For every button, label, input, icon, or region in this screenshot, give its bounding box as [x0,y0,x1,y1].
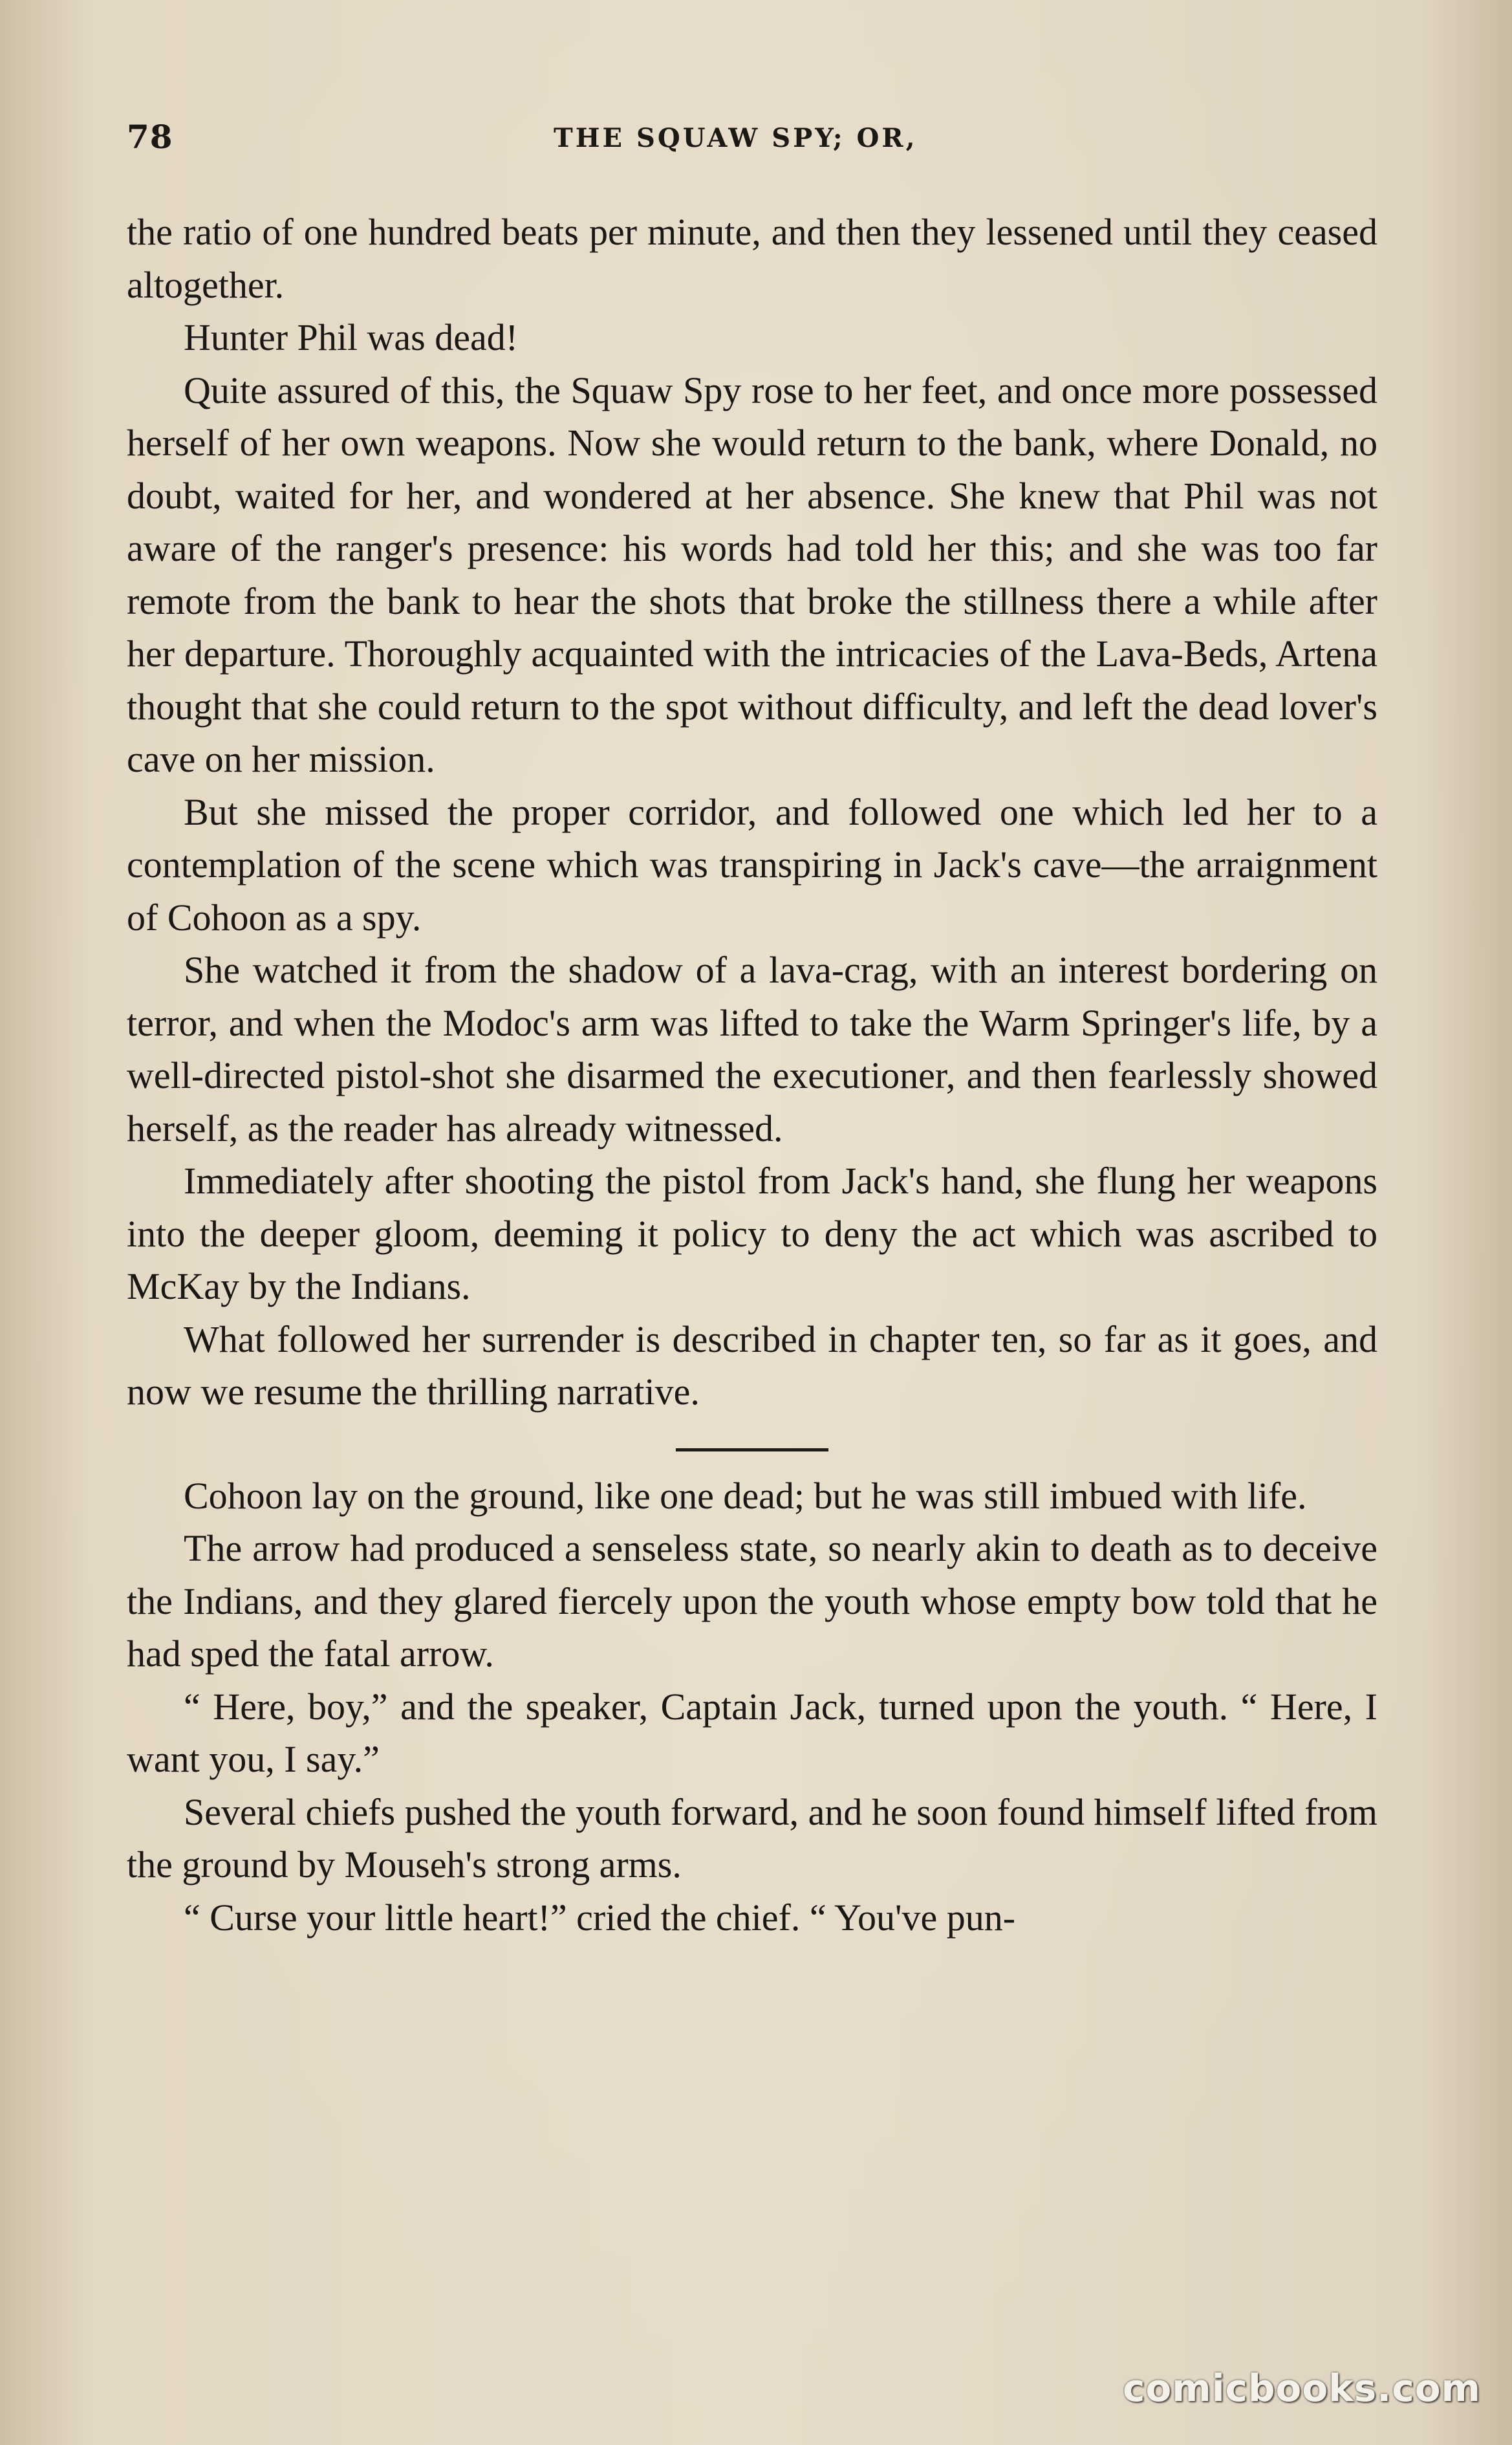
paragraph: “ Curse your little heart!” cried the chief. “ You've pun- [184,1896,1016,1939]
paragraph: What followed her surrender is described in chapter ten, so far as it goes, and now we resume the thrilling narrative. [127,1318,1377,1413]
paragraph: Several chiefs pushed the youth forward, and he soon found himself lifted from the ground by Mouseh's strong arms. [127,1790,1377,1885]
paragraph: The arrow had produced a senseless state, so nearly akin to death as to deceive the Indians, and they glared fiercely upon the youth whose empty bow told that he had sped the fatal arrow. [127,1527,1377,1675]
paragraph: Hunter Phil was dead! [184,316,519,358]
paragraph: Quite assured of this, the Squaw Spy rose to her feet, and once more possessed herself of her own weapons. Now she would return to the bank, where Donald, no doubt, waited for her, and wondered at her absence. She knew that Phil was not aware of the ranger's presence: his words had told her this; and she was too far remote from the bank to hear the shots that broke the stillness there a while after her departure. Thoroughly acquainted with the intricacies of the Lava-Beds, Artena thought that she could return to the spot without difficulty, and left the dead lover's cave on her mission. [127,369,1377,780]
watermark: comicbooks.com [1123,2366,1481,2410]
paragraph: the ratio of one hundred beats per minute, and then they lessened until they ceased altogether. [127,211,1377,306]
paragraph: But she missed the proper corridor, and followed one which led her to a contemplation of the scene which was transpiring in Jack's cave—the arraignment of Cohoon as a spy. [127,790,1377,939]
section-divider [676,1448,828,1451]
page-number: 78 [127,118,173,156]
paragraph: “ Here, boy,” and the speaker, Captain Jack, turned upon the youth. “ Here, I want you, I say.” [127,1685,1377,1780]
paragraph: Immediately after shooting the pistol from Jack's hand, she flung her weapons into the deeper gloom, deeming it policy to deny the act which was ascribed to McKay by the Indians. [127,1160,1377,1307]
paragraph: Cohoon lay on the ground, like one dead; but he was still imbued with life. [184,1474,1307,1517]
paragraph: She watched it from the shadow of a lava-crag, with an interest bordering on terror, and when the Modoc's arm was lifted to take the Warm Springer's life, by a well-directed pistol-shot she disarmed the executioner, and then fearlessly showed herself, as the reader has already witnessed. [127,949,1377,1149]
running-title: THE SQUAW SPY; OR, [554,123,918,153]
running-head [127,118,1381,163]
body-text [127,206,1377,1944]
